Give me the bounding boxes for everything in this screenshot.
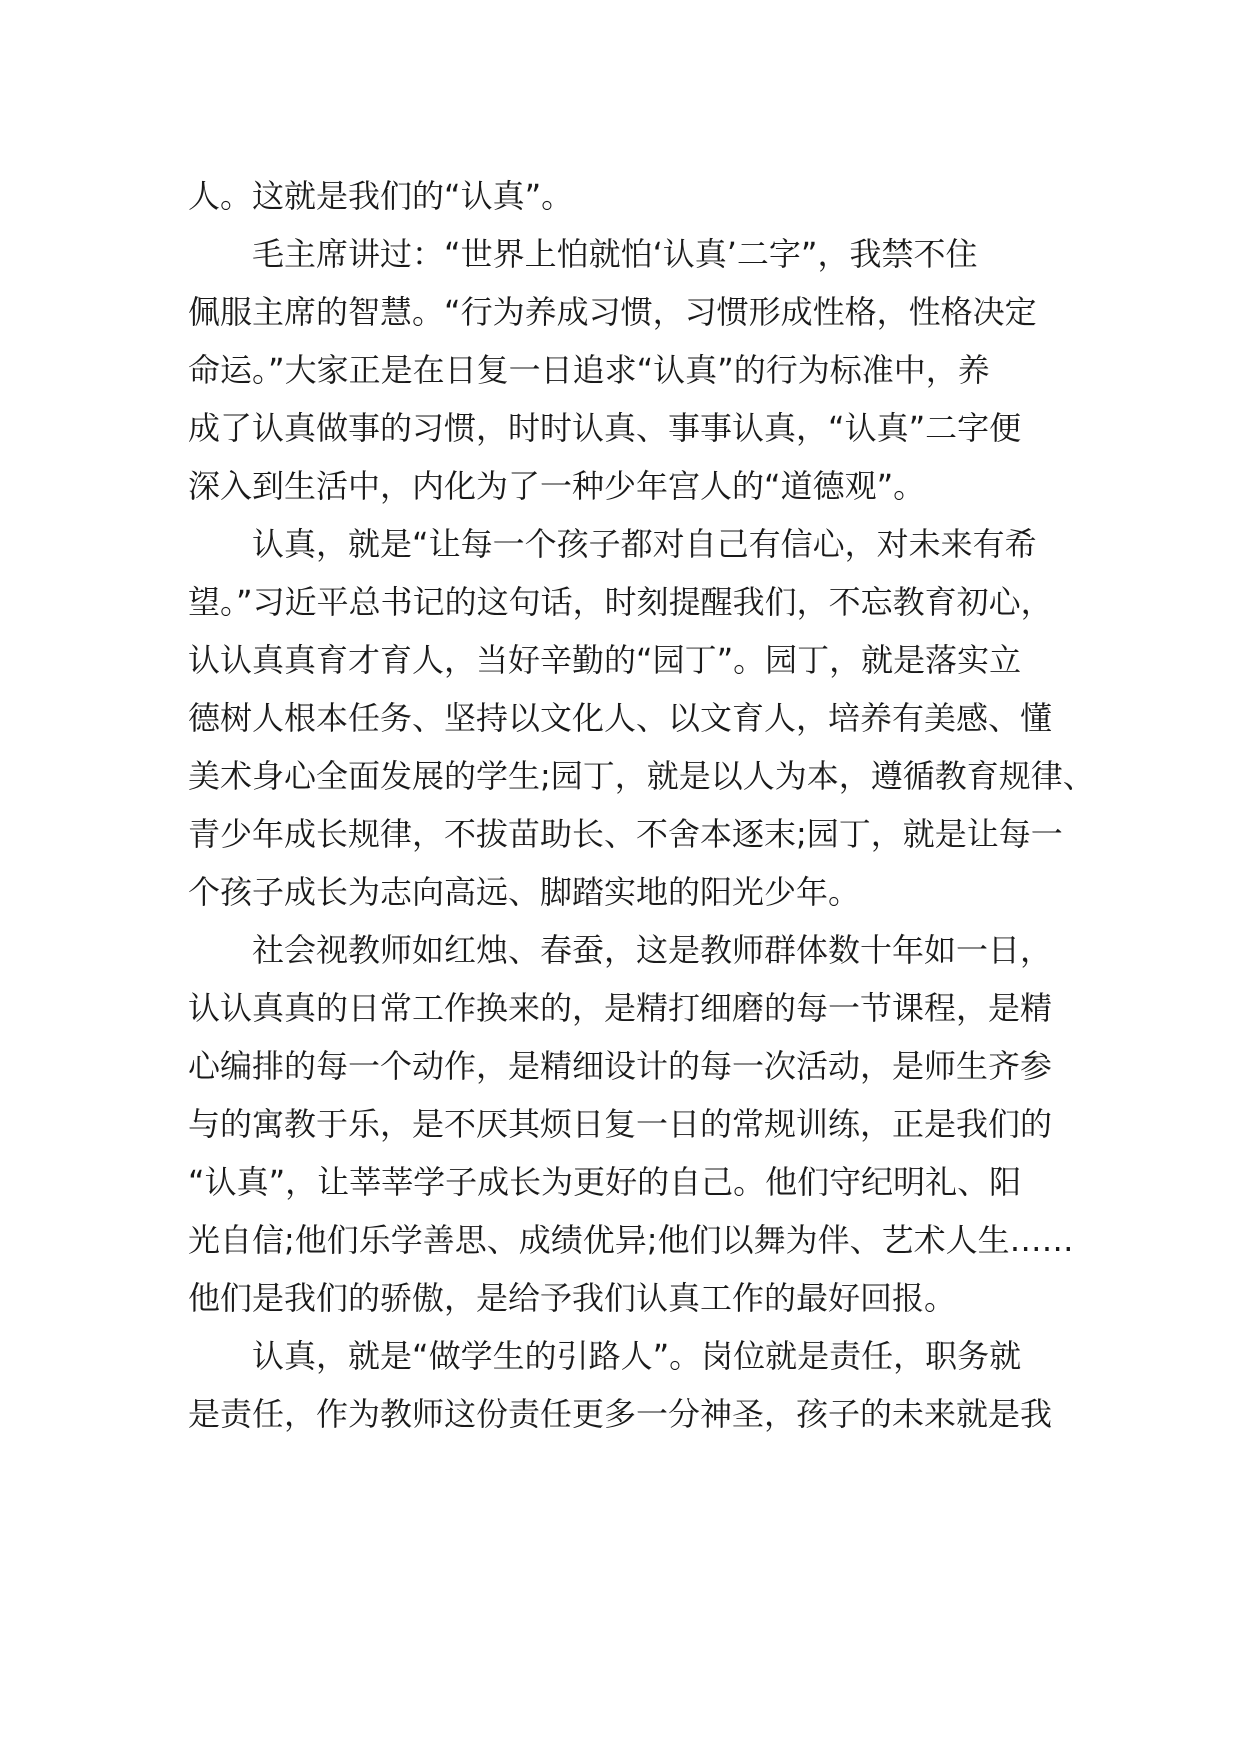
text-line: 个孩子成长为志向高远、脚踏实地的阳光少年。	[188, 873, 861, 911]
text-line: 与的寓教于乐，是不厌其烦日复一日的常规训练，正是我们的	[188, 1105, 1053, 1143]
text-line: 成了认真做事的习惯，时时认真、事事认真，“认真”二字便	[188, 409, 1022, 447]
text-line: 他们是我们的骄傲，是给予我们认真工作的最好回报。	[188, 1279, 957, 1317]
paragraph-start-line: 认真，就是“让每一个孩子都对自己有信心，对未来有希	[252, 525, 1037, 563]
text-line: 光自信;他们乐学善思、成绩优异;他们以舞为伴、艺术人生……	[188, 1221, 1074, 1259]
text-line: 命运。”大家正是在日复一日追求“认真”的行为标准中，养	[188, 351, 990, 389]
paragraph-start-line: 社会视教师如红烛、春蚕，这是教师群体数十年如一日，	[252, 931, 1053, 969]
text-line: 人。这就是我们的“认真”。	[188, 177, 574, 215]
text-line: 认认真真的日常工作换来的，是精打细磨的每一节课程，是精	[188, 989, 1053, 1027]
text-line: 青少年成长规律，不拔苗助长、不舍本逐末;园丁，就是让每一	[188, 815, 1063, 853]
paragraph-start-line: 认真，就是“做学生的引路人”。岗位就是责任，职务就	[252, 1337, 1022, 1375]
text-line: 德树人根本任务、坚持以文化人、以文育人，培养有美感、懂	[188, 699, 1053, 737]
text-line: “认真”，让莘莘学子成长为更好的自己。他们守纪明礼、阳	[188, 1163, 1022, 1201]
text-line: 望。”习近平总书记的这句话，时刻提醒我们，不忘教育初心，	[188, 583, 1053, 621]
text-line: 是责任，作为教师这份责任更多一分神圣，孩子的未来就是我	[188, 1395, 1053, 1433]
text-line: 认认真真育才育人，当好辛勤的“园丁”。园丁，就是落实立	[188, 641, 1022, 679]
text-line: 深入到生活中，内化为了一种少年宫人的“道德观”。	[188, 467, 926, 505]
text-line: 心编排的每一个动作，是精细设计的每一次活动，是师生齐参	[188, 1047, 1053, 1085]
paragraph-start-line: 毛主席讲过：“世界上怕就怕‘认真’二字”，我禁不住	[252, 235, 978, 273]
text-line: 佩服主席的智慧。“行为养成习惯，习惯形成性格，性格决定	[188, 293, 1037, 331]
text-line: 美术身心全面发展的学生;园丁，就是以人为本，遵循教育规律、	[188, 757, 1095, 795]
